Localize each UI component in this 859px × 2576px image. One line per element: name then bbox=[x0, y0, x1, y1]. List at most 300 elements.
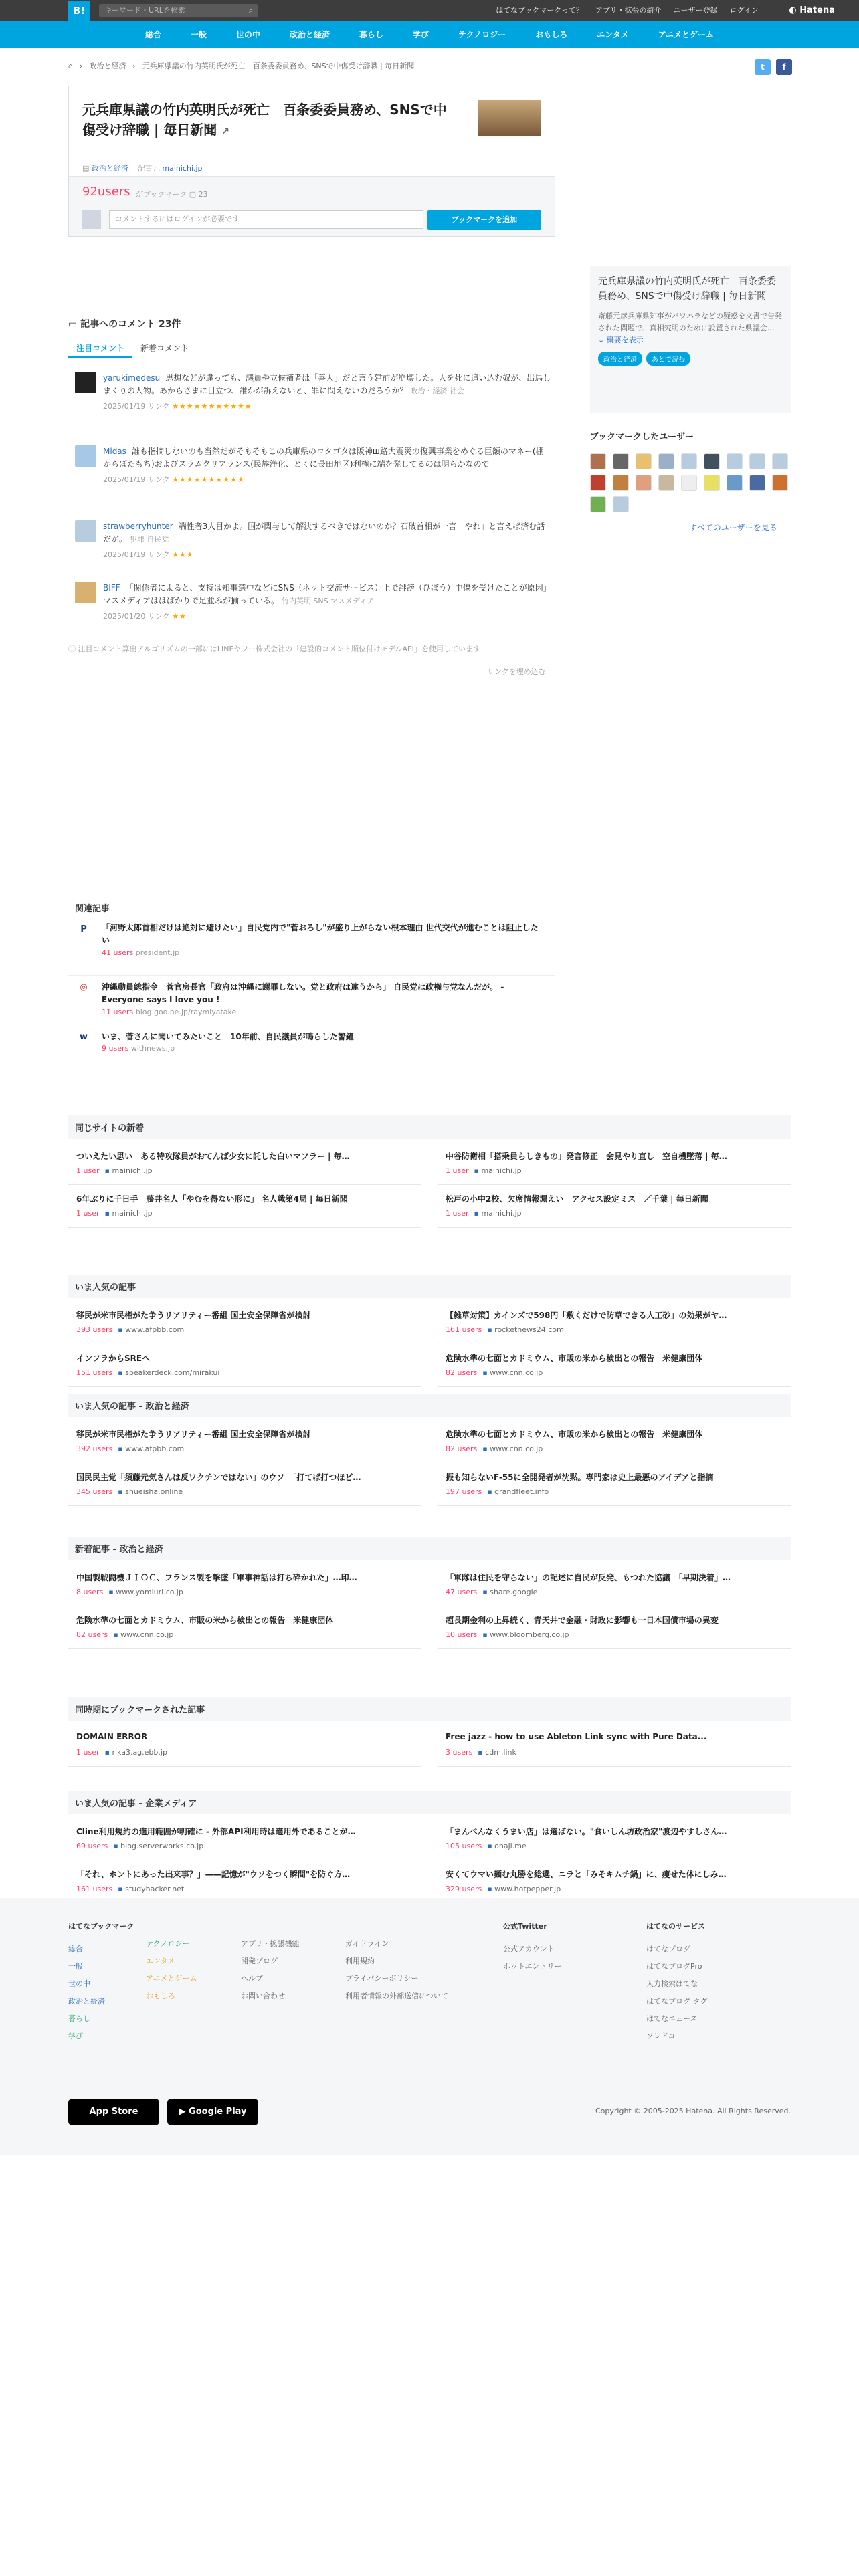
article-source[interactable]: onaji.me bbox=[494, 1842, 527, 1850]
tab-new-comments[interactable]: 新着コメント bbox=[140, 344, 189, 353]
google-play-button[interactable] bbox=[167, 2099, 258, 2125]
apps-link[interactable]: アプリ・拡張の紹介 bbox=[595, 6, 662, 15]
article-title[interactable]: 6年ぶりに千日手 藤井名人「やむを得ない形に」 名人戦第4局 | 毎日新聞 bbox=[76, 1194, 348, 1204]
entry-title-text: 元兵庫県議の竹内英明氏が死亡 百条委委員務め、SNSで中傷受け辞職 | 毎日新聞 bbox=[82, 102, 447, 138]
comment-input[interactable]: コメントするにはログインが必要です bbox=[109, 210, 423, 229]
related-users[interactable]: 11 users bbox=[102, 1008, 134, 1016]
article-users[interactable]: 1 user bbox=[76, 1748, 100, 1757]
article-source[interactable]: www.afpbb.com bbox=[125, 1325, 185, 1334]
article-users[interactable]: 105 users bbox=[446, 1842, 482, 1850]
favicon-icon: ▪ bbox=[487, 1842, 495, 1850]
article-card bbox=[438, 1724, 791, 1767]
favicon-icon: ▪ bbox=[104, 1748, 112, 1757]
app-store-button[interactable] bbox=[68, 2099, 159, 2125]
article-users[interactable]: 10 users bbox=[446, 1630, 478, 1639]
article-source[interactable]: rocketnews24.com bbox=[494, 1325, 564, 1334]
article-source[interactable]: www.bloomberg.co.jp bbox=[490, 1630, 569, 1639]
site-icon: w bbox=[79, 1032, 88, 1042]
article-card bbox=[68, 1818, 421, 1860]
favicon-icon: ▪ bbox=[118, 1368, 126, 1377]
user-avatar[interactable] bbox=[590, 453, 606, 469]
section-divider bbox=[429, 1145, 430, 1230]
app-store-label: App Store bbox=[89, 2107, 138, 2117]
comment-icon: ▢ bbox=[189, 190, 197, 199]
footer-link[interactable]: 世の中 bbox=[68, 1979, 90, 1988]
comment-stars[interactable]: ★★★ bbox=[172, 550, 194, 559]
article-source[interactable]: rika3.ag.ebb.jp bbox=[112, 1748, 167, 1757]
footer-heading-bookmark: はてなブックマーク bbox=[68, 1922, 134, 1931]
footer bbox=[0, 1898, 859, 2155]
favicon-icon: ▪ bbox=[113, 1630, 121, 1639]
article-title[interactable]: 超長期金利の上昇続く、青天井で金融・財政に影響も一日本国債市場の異変 bbox=[446, 1616, 719, 1625]
favicon-icon: ▪ bbox=[487, 1487, 495, 1496]
tab-popular-comments[interactable]: 注目コメント bbox=[68, 338, 132, 358]
article-title[interactable]: ついえたい思い ある特攻隊員がおてんば少女に託した白いマフラー | 毎… bbox=[76, 1152, 350, 1161]
favicon-icon: ▪ bbox=[478, 1748, 486, 1757]
comment-avatar[interactable] bbox=[75, 520, 96, 542]
related-item bbox=[68, 1025, 555, 1065]
section-heading: 同時期にブックマークされた記事 bbox=[68, 1697, 791, 1721]
category-game[interactable]: アニメとゲーム bbox=[658, 30, 714, 39]
comment-avatar[interactable] bbox=[75, 445, 96, 467]
footer-link[interactable]: はてなブログ bbox=[646, 1945, 690, 1953]
article-card bbox=[68, 1463, 421, 1506]
comment-stars[interactable]: ★★★★★★★★★★★ bbox=[172, 402, 252, 411]
hatena-brand-icon: ◐ bbox=[789, 5, 800, 15]
related-title[interactable]: いま、菅さんに聞いてみたいこと 10年前、自民議員が鳴らした警鐘 bbox=[102, 1032, 354, 1041]
footer-link[interactable]: 総合 bbox=[68, 1945, 83, 1953]
user-avatar[interactable] bbox=[704, 453, 720, 469]
section-divider bbox=[429, 1566, 430, 1652]
article-source[interactable]: cdm.link bbox=[485, 1748, 516, 1757]
related-users[interactable]: 9 users bbox=[102, 1044, 129, 1053]
article-card bbox=[438, 1420, 791, 1463]
comment-user[interactable]: strawberryhunter bbox=[103, 522, 173, 531]
article-source[interactable]: www.afpbb.com bbox=[125, 1444, 185, 1453]
category-social[interactable]: 世の中 bbox=[235, 30, 260, 39]
article-source[interactable]: speakerdeck.com/mirakui bbox=[125, 1368, 220, 1377]
search-icon[interactable]: ⌕ bbox=[248, 6, 253, 15]
footer-link[interactable]: 公式アカウント bbox=[503, 1945, 555, 1953]
user-avatar[interactable] bbox=[704, 475, 720, 491]
entry-box bbox=[68, 86, 555, 237]
article-title[interactable]: 国民民主党「須藤元気さんは反ワクチンではない」のウソ 「打てば打つほど… bbox=[76, 1473, 361, 1482]
comment-user[interactable]: Midas bbox=[103, 447, 126, 456]
comment-avatar[interactable] bbox=[75, 582, 96, 603]
article-source[interactable]: www.cnn.co.jp bbox=[490, 1368, 543, 1377]
comment-tags[interactable]: 竹内英明 SNS マスメディア bbox=[281, 597, 375, 605]
article-meta bbox=[76, 1630, 173, 1639]
footer-link[interactable]: アプリ・拡張機能 bbox=[241, 1939, 300, 1948]
category-knowledge[interactable]: 学び bbox=[412, 30, 429, 39]
user-avatar[interactable] bbox=[772, 453, 788, 469]
article-card bbox=[438, 1818, 791, 1860]
user-avatar[interactable] bbox=[658, 453, 674, 469]
article-users[interactable]: 1 user bbox=[76, 1209, 100, 1218]
user-avatar[interactable] bbox=[681, 475, 697, 491]
entry-source-label: 記事元 bbox=[137, 164, 160, 173]
bookmark-users-heading: ブックマークしたユーザー bbox=[590, 432, 694, 442]
article-title[interactable]: 【雑草対策】カインズで598円「敷くだけで防草できる人工砂」の効果がヤ… bbox=[446, 1311, 727, 1320]
article-card bbox=[438, 1463, 791, 1506]
article-title[interactable]: Cline利用規約の適用範囲が明確に - 外部API利用時は適用外であることが… bbox=[76, 1827, 356, 1836]
footer-link[interactable]: ホットエントリー bbox=[503, 1962, 562, 1971]
article-card bbox=[68, 1185, 421, 1228]
article-meta bbox=[446, 1487, 549, 1496]
play-icon: ▶ bbox=[179, 2107, 189, 2117]
user-avatar[interactable] bbox=[636, 475, 652, 491]
info-icon: ⓘ bbox=[68, 645, 78, 653]
comment-tags[interactable]: 政治・経済 社会 bbox=[410, 387, 464, 395]
article-meta bbox=[446, 1842, 527, 1850]
article-meta bbox=[446, 1325, 564, 1334]
entry-title[interactable] bbox=[82, 100, 457, 142]
entry-thumbnail[interactable] bbox=[478, 100, 541, 136]
bookmark-users-grid bbox=[590, 453, 791, 512]
favicon-icon: ▪ bbox=[487, 1885, 495, 1893]
article-card bbox=[68, 1860, 421, 1903]
section-heading: いま人気の記事 - 企業メディア bbox=[68, 1791, 791, 1814]
comment-text: 「関係者によると、支持は知事選中などにSNS（ネット交流サービス）上で誹謗（ひぼう）中傷を受けたことが原因」マスメディアははばかりで足並みが揃っている。 bbox=[103, 583, 551, 605]
footer-link[interactable]: 開発ブログ bbox=[241, 1957, 278, 1965]
article-card bbox=[68, 1344, 421, 1387]
section-heading: 新着記事 - 政治と経済 bbox=[68, 1537, 791, 1560]
article-users[interactable]: 82 users bbox=[446, 1444, 478, 1453]
section-divider bbox=[429, 1423, 430, 1509]
user-avatar[interactable] bbox=[613, 453, 629, 469]
section-heading: いま人気の記事 bbox=[68, 1275, 791, 1298]
article-source[interactable]: www.yomiuri.co.jp bbox=[116, 1588, 183, 1596]
copyright: Copyright © 2005-2025 Hatena. All Rights Reserved. bbox=[595, 2107, 791, 2115]
hatena-brand[interactable] bbox=[789, 0, 835, 21]
breadcrumb: ⌂ › 政治と経済 › 元兵庫県議の竹内英明氏が死亡 百条委委員務め、SNSで中傷受け辞職 | 毎日新聞 bbox=[68, 61, 415, 70]
related-item bbox=[68, 922, 555, 968]
breadcrumb-category[interactable]: 政治と経済 bbox=[89, 62, 126, 70]
comment-date[interactable]: 2025/01/19 bbox=[103, 475, 146, 484]
article-title[interactable]: 「それ、ホントにあった出来事？」——記憶が"ウソをつく瞬間"を防ぐ方… bbox=[76, 1870, 351, 1879]
article-users[interactable]: 47 users bbox=[446, 1588, 478, 1596]
favicon-icon: ▪ bbox=[482, 1368, 490, 1377]
user-avatar[interactable] bbox=[636, 453, 652, 469]
article-title[interactable]: 危険水準の七面とカドミウム、市販の米から検出との報告 米健康団体 bbox=[76, 1616, 334, 1625]
algorithm-note-text: 注目コメント算出アルゴリズムの一部にはLINEヤフー株式会社の「建設的コメント順位付けモデルAPI」を使用しています bbox=[78, 645, 480, 653]
article-source[interactable]: mainichi.jp bbox=[112, 1209, 153, 1218]
google-play-label: Google Play bbox=[189, 2107, 247, 2117]
sidebar-tags bbox=[598, 352, 783, 366]
share-buttons bbox=[755, 59, 792, 75]
article-users[interactable]: 329 users bbox=[446, 1885, 482, 1893]
related-title[interactable]: 「河野太郎首相だけは絶対に避けたい」自民党内で"菅おろし"が盛り上がらない根本理由 世代交代が進むことは阻止したい bbox=[102, 923, 539, 945]
about-link[interactable]: はてなブックマークって？ bbox=[496, 6, 583, 15]
footer-link[interactable]: ヘルプ bbox=[241, 1974, 263, 1983]
tag-economics[interactable]: 政治と経済 bbox=[598, 352, 642, 366]
article-source[interactable]: mainichi.jp bbox=[112, 1166, 153, 1175]
user-avatar[interactable] bbox=[590, 475, 606, 491]
article-title[interactable]: 中国製戦闘機ＪＩＯＣ、フランス製を撃墜「軍事神話は打ち砕かれた」…印… bbox=[76, 1573, 357, 1582]
footer-link[interactable]: 政治と経済 bbox=[68, 1997, 105, 2006]
bookmark-comment-count: 23 bbox=[198, 190, 208, 199]
breadcrumb-current: 元兵庫県議の竹内英明氏が死亡 百条委委員務め、SNSで中傷受け辞職 | 毎日新聞 bbox=[142, 62, 415, 70]
article-title[interactable]: 危険水準の七面とカドミウム、市販の米から検出との報告 米健康団体 bbox=[446, 1354, 703, 1363]
login-link[interactable]: ログイン bbox=[729, 6, 759, 15]
article-source[interactable]: www.cnn.co.jp bbox=[490, 1444, 543, 1453]
show-summary-link[interactable] bbox=[598, 336, 644, 344]
comment-tags[interactable]: 犯罪 自民党 bbox=[129, 535, 169, 544]
comment-item bbox=[68, 582, 555, 629]
footer-link[interactable]: アニメとゲーム bbox=[146, 1974, 197, 1983]
chevron-down-icon: ⌄ bbox=[598, 336, 607, 344]
user-avatar[interactable] bbox=[658, 475, 674, 491]
register-link[interactable]: ユーザー登録 bbox=[673, 6, 718, 15]
article-source[interactable]: share.google bbox=[490, 1588, 538, 1596]
article-meta bbox=[76, 1885, 184, 1893]
comment-date[interactable]: 2025/01/19 bbox=[103, 402, 146, 411]
article-users[interactable]: 392 users bbox=[76, 1444, 113, 1453]
related-source[interactable]: president.jp bbox=[135, 948, 180, 957]
footer-link[interactable]: はてなニュース bbox=[646, 2014, 698, 2023]
embed-link[interactable]: リンクを埋め込む bbox=[487, 667, 546, 676]
comment-user[interactable]: BIFF bbox=[103, 583, 120, 593]
article-card bbox=[68, 1606, 421, 1649]
article-title[interactable]: 危険水準の七面とカドミウム、市販の米から検出との報告 米健康団体 bbox=[446, 1430, 703, 1439]
article-meta bbox=[446, 1166, 522, 1175]
article-title[interactable]: 移民が米市民権がた争うリアリティー番組 国土安全保障省が検討 bbox=[76, 1311, 311, 1320]
comment-text: 思想などが違っても、議員や立候補者は「善人」だと言う建前が崩壊した。人を死に追い込む奴が、出馬しまくりの人物。あからさまに目立つ、誰かが訴えないと、罪に問えないのだろうか？ bbox=[103, 373, 551, 395]
article-users[interactable]: 1 user bbox=[76, 1166, 100, 1175]
article-source[interactable]: www.hotpepper.jp bbox=[494, 1885, 561, 1893]
comments-heading-text: 記事へのコメント bbox=[80, 319, 156, 330]
comment-item bbox=[68, 372, 555, 427]
home-icon[interactable]: ⌂ bbox=[68, 61, 73, 70]
article-users[interactable]: 1 user bbox=[446, 1209, 469, 1218]
entry-source[interactable]: mainichi.jp bbox=[162, 164, 203, 173]
entry-users-count[interactable]: 92users bbox=[82, 185, 130, 199]
article-source[interactable]: blog.serverworks.co.jp bbox=[120, 1842, 204, 1850]
footer-link[interactable]: 一般 bbox=[68, 1962, 83, 1971]
article-users[interactable]: 69 users bbox=[76, 1842, 108, 1850]
top-links bbox=[496, 0, 759, 21]
entry-category[interactable]: 政治と経済 bbox=[91, 164, 128, 173]
facebook-share-icon[interactable]: f bbox=[776, 59, 792, 75]
category-it[interactable]: テクノロジー bbox=[458, 30, 506, 39]
footer-col-categories bbox=[68, 1918, 134, 2045]
comment-stars[interactable]: ★★ bbox=[172, 612, 187, 621]
user-avatar[interactable] bbox=[613, 496, 629, 512]
article-title[interactable]: 松戸の小中2校、欠席情報漏えい アクセス設定ミス ／千葉 | 毎日新聞 bbox=[446, 1194, 708, 1204]
favicon-icon: ▪ bbox=[474, 1166, 482, 1175]
related-heading: 関連記事 bbox=[68, 896, 555, 920]
article-users[interactable]: 197 users bbox=[446, 1487, 482, 1496]
footer-link[interactable]: おもしろ bbox=[146, 1992, 175, 2000]
article-users[interactable]: 8 users bbox=[76, 1588, 104, 1596]
article-source[interactable]: shueisha.online bbox=[125, 1487, 183, 1496]
footer-link[interactable]: 暮らし bbox=[68, 2014, 90, 2023]
article-meta bbox=[76, 1748, 167, 1757]
related-source[interactable]: withnews.jp bbox=[130, 1044, 175, 1053]
related-users[interactable]: 41 users bbox=[102, 948, 134, 957]
article-meta bbox=[76, 1325, 184, 1334]
article-card bbox=[68, 1301, 421, 1344]
article-title[interactable]: 移民が米市民権がた争うリアリティー番組 国土安全保障省が検討 bbox=[76, 1430, 311, 1439]
search-input[interactable] bbox=[99, 4, 258, 17]
footer-col-services bbox=[646, 1918, 708, 2045]
article-source[interactable]: mainichi.jp bbox=[481, 1166, 522, 1175]
footer-link[interactable]: はてなブログPro bbox=[646, 1962, 702, 1971]
comment-date[interactable]: 2025/01/20 bbox=[103, 612, 146, 621]
article-card bbox=[438, 1344, 791, 1387]
top-bar bbox=[0, 0, 859, 21]
article-users[interactable]: 393 users bbox=[76, 1325, 113, 1334]
article-title[interactable]: 「まんべんなくうまい店」は選ばない。"食いしん坊政治家"渡辺やすしさん… bbox=[446, 1827, 727, 1836]
sidebar-title[interactable]: 元兵庫県議の竹内英明氏が死亡 百条委委員務め、SNSで中傷受け辞職 | 毎日新聞 bbox=[598, 276, 776, 302]
related-item bbox=[68, 975, 555, 1022]
footer-link[interactable]: はてなブログ タグ bbox=[646, 1997, 708, 2006]
comments-heading bbox=[68, 317, 181, 330]
category-economics[interactable]: 政治と経済 bbox=[289, 30, 330, 39]
algorithm-note bbox=[68, 643, 555, 654]
article-users[interactable]: 3 users bbox=[446, 1748, 473, 1757]
all-users-link[interactable]: すべてのユーザーを見る bbox=[689, 523, 777, 532]
comment-user[interactable]: yarukimedesu bbox=[103, 373, 161, 383]
footer-link[interactable]: 利用者情報の外部送信について bbox=[345, 1992, 448, 2000]
comment-stars[interactable]: ★★★★★★★★★★ bbox=[172, 475, 245, 484]
category-fun[interactable]: おもしろ bbox=[535, 30, 568, 39]
user-avatar[interactable] bbox=[727, 475, 743, 491]
user-avatar[interactable] bbox=[749, 475, 765, 491]
section-divider bbox=[429, 1304, 430, 1390]
article-card bbox=[68, 1420, 421, 1463]
article-title[interactable]: インフラからSREへ bbox=[76, 1354, 151, 1363]
favicon-icon: ▪ bbox=[482, 1630, 490, 1639]
favicon-icon: ▪ bbox=[113, 1842, 121, 1850]
article-title[interactable]: DOMAIN ERROR bbox=[76, 1732, 148, 1741]
comment-link[interactable]: リンク bbox=[147, 402, 170, 411]
footer-col-info bbox=[241, 1935, 300, 2005]
article-card bbox=[68, 1564, 421, 1606]
comment-text: 端性者3人目かよ。国が関与して解決するべきではないのか？石破首相が一言「やれ」と言えば済む話だが。 bbox=[103, 522, 545, 544]
article-card bbox=[438, 1860, 791, 1903]
article-users[interactable]: 1 user bbox=[446, 1166, 469, 1175]
article-meta bbox=[76, 1209, 153, 1218]
article-meta bbox=[446, 1368, 543, 1377]
category-entertainment[interactable]: エンタメ bbox=[597, 30, 629, 39]
category-ordinary[interactable]: 一般 bbox=[190, 30, 207, 39]
user-avatar[interactable] bbox=[749, 453, 765, 469]
favicon-icon: ▪ bbox=[104, 1209, 112, 1218]
footer-link[interactable]: 利用規約 bbox=[345, 1957, 375, 1965]
section-heading: 同じサイトの新着 bbox=[68, 1115, 791, 1139]
article-title[interactable]: Free jazz - how to use Ableton Link sync with Pure Data... bbox=[446, 1732, 707, 1741]
related-title[interactable]: 沖縄動員総指令 菅官房長官「政府は沖縄に謝罪しない。党と政府は違うから」 自民党は政権与党なんだが。 - Everyone says I love you ! bbox=[102, 982, 504, 1004]
article-title[interactable]: 安くてウマい麺む丸勝を総選、ニラと「みそキムチ鍋」に、痩せた体にしみ… bbox=[446, 1870, 727, 1879]
article-card bbox=[68, 1724, 421, 1767]
article-meta bbox=[76, 1487, 183, 1496]
comment-tabs bbox=[68, 338, 555, 358]
favicon-icon: ▪ bbox=[108, 1588, 116, 1596]
article-title[interactable]: 「軍隊は住民を守らない」の記述に自民が反発、もつれた協議 「早期決着」… bbox=[446, 1573, 731, 1582]
add-bookmark-button[interactable]: ブックマークを追加 bbox=[427, 210, 541, 230]
site-icon: ◎ bbox=[80, 982, 88, 992]
article-source[interactable]: www.cnn.co.jp bbox=[120, 1630, 174, 1639]
user-avatar[interactable] bbox=[681, 453, 697, 469]
user-avatar[interactable] bbox=[590, 496, 606, 512]
article-meta bbox=[76, 1166, 153, 1175]
article-meta bbox=[446, 1885, 561, 1893]
article-source[interactable]: mainichi.jp bbox=[481, 1209, 522, 1218]
footer-link[interactable]: 人力検索はてな bbox=[646, 1979, 698, 1988]
article-users[interactable]: 161 users bbox=[76, 1885, 113, 1893]
favicon-icon: ▪ bbox=[118, 1885, 126, 1893]
favicon-icon: ▪ bbox=[118, 1444, 126, 1453]
footer-link[interactable]: テクノロジー bbox=[146, 1939, 190, 1948]
footer-link[interactable]: ガイドライン bbox=[345, 1939, 389, 1948]
twitter-share-icon[interactable]: t bbox=[755, 59, 771, 75]
footer-col-categories2 bbox=[146, 1935, 197, 2005]
footer-link[interactable]: プライバシーポリシー bbox=[345, 1974, 419, 1983]
comment-date[interactable]: 2025/01/19 bbox=[103, 550, 146, 559]
article-source[interactable]: studyhacker.net bbox=[125, 1885, 185, 1893]
article-title[interactable]: 振も知らないF-55に全開発者が沈黙。専門家は史上最悪のアイデアと指摘 bbox=[446, 1473, 714, 1482]
section-heading: いま人気の記事 - 政治と経済 bbox=[68, 1394, 791, 1417]
article-source[interactable]: grandfleet.info bbox=[494, 1487, 549, 1496]
external-link-icon[interactable]: ↗ bbox=[221, 126, 229, 137]
article-card bbox=[68, 1142, 421, 1185]
article-users[interactable]: 82 users bbox=[76, 1630, 108, 1639]
comment-item bbox=[68, 520, 555, 567]
favicon-icon: ▪ bbox=[104, 1166, 112, 1175]
comments-count: 23件 bbox=[158, 319, 181, 330]
user-avatar[interactable] bbox=[727, 453, 743, 469]
favicon-icon: ▪ bbox=[487, 1325, 495, 1334]
category-life[interactable]: 暮らし bbox=[359, 30, 383, 39]
footer-heading-services: はてなのサービス bbox=[646, 1922, 705, 1931]
article-card bbox=[438, 1301, 791, 1344]
article-meta bbox=[76, 1588, 183, 1596]
article-meta bbox=[76, 1444, 184, 1453]
bookmark-label-text: がブックマーク bbox=[136, 190, 187, 199]
sidebar-description-text: 斎藤元彦兵庫県知事がパワハラなどの疑惑を文書で告発された問題で、真相究明のために設置された県議会… bbox=[598, 312, 782, 332]
article-users[interactable]: 82 users bbox=[446, 1368, 478, 1377]
comment-link[interactable]: リンク bbox=[147, 475, 170, 484]
comment-text: 誰も指摘しないのも当然だがそもそもこの兵庫県のコタゴタは阪神ш路大震災の復興事業をめぐる巨額のマネー(棚からぼたもち)およびスラムクリアランス(民族浄化、とくに長田地区)利権に端を発してるのは明らかなので bbox=[103, 447, 544, 469]
tag-read-later[interactable]: あとで読む bbox=[646, 352, 690, 366]
favicon-icon: ▪ bbox=[118, 1325, 126, 1334]
category-general[interactable]: 総合 bbox=[145, 30, 161, 39]
comment-link[interactable]: リンク bbox=[147, 550, 170, 559]
footer-link[interactable]: 学び bbox=[68, 2032, 83, 2040]
article-meta bbox=[446, 1588, 537, 1596]
footer-link[interactable]: お問い合わせ bbox=[241, 1992, 285, 2000]
comment-link[interactable]: リンク bbox=[147, 612, 170, 621]
hatena-bookmark-logo[interactable]: B! bbox=[68, 1, 90, 21]
footer-col-policy bbox=[345, 1935, 448, 2005]
article-users[interactable]: 161 users bbox=[446, 1325, 482, 1334]
show-summary-label: 概要を表示 bbox=[606, 336, 644, 344]
bookmark-area bbox=[69, 176, 555, 236]
article-users[interactable]: 345 users bbox=[76, 1487, 113, 1496]
site-icon: P bbox=[80, 924, 87, 934]
user-avatar[interactable] bbox=[613, 475, 629, 491]
sidebar-summary bbox=[590, 266, 791, 413]
footer-link[interactable]: ソレドコ bbox=[646, 2032, 676, 2040]
related-source[interactable]: blog.goo.ne.jp/raymiyatake bbox=[135, 1008, 237, 1016]
footer-heading-twitter: 公式Twitter bbox=[503, 1922, 547, 1931]
user-avatar[interactable] bbox=[772, 475, 788, 491]
article-title[interactable]: 中谷防衛相「搭乗員らしきもの」発言修正 会見やり直し 空自機墜落 | 毎… bbox=[446, 1152, 727, 1161]
article-users[interactable]: 151 users bbox=[76, 1368, 113, 1377]
footer-link[interactable]: エンタメ bbox=[146, 1957, 175, 1965]
comment-avatar[interactable] bbox=[75, 372, 96, 393]
